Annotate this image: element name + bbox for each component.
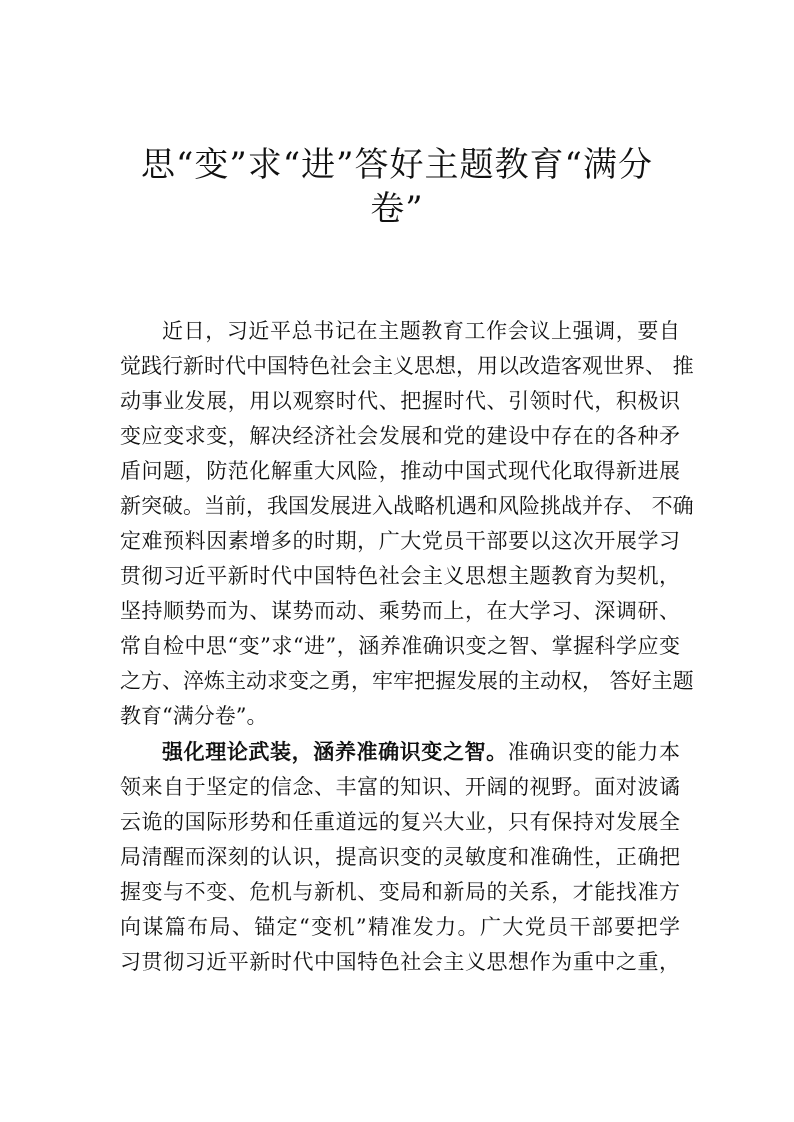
paragraph-1-line-2: 觉践行新时代中国特色社会主义思想，用以改造客观世界、 推: [120, 354, 694, 378]
paragraph-1-line-3: 动事业发展，用以观察时代、把握时代、引领时代，积极识: [120, 389, 680, 413]
paragraph-2-line-2: 领来自于坚定的信念、丰富的知识、开阔的视野。面对波谲: [120, 775, 680, 799]
paragraph-2-line-6: 向谋篇布局、锚定“变机”精准发力。广大党员干部要把学: [120, 915, 680, 939]
paragraph-2-line-5: 握变与不变、危机与新机、变局和新局的关系，才能找准方: [120, 880, 680, 904]
paragraph-1-line-5: 盾问题，防范化解重大风险，推动中国式现代化取得新进展: [120, 459, 680, 483]
paragraph-1-line-7: 定难预料因素增多的时期，广大党员干部要以这次开展学习: [120, 529, 680, 553]
document-title-line-2: 卷”: [370, 189, 424, 229]
paragraph-1-line-10: 常自检中思“变”求“进”，涵养准确识变之智、掌握科学应变: [120, 634, 680, 658]
document-title-line-1: 思“变”求“进”答好主题教育“满分: [141, 145, 653, 185]
paragraph-1-line-9: 坚持顺势而为、谋势而动、乘势而上，在大学习、深调研、: [120, 599, 680, 623]
paragraph-1-line-1: 近日，习近平总书记在主题教育工作会议上强调，要自: [162, 319, 680, 343]
paragraph-2-line-1-text: 准确识变的能力本: [507, 740, 681, 764]
paragraph-1-line-8: 贯彻习近平新时代中国特色社会主义思想主题教育为契机，: [120, 564, 680, 588]
paragraph-1-line-6: 新突破。当前，我国发展进入战略机遇和风险挑战并存、 不确: [120, 494, 694, 518]
paragraph-2-line-4: 局清醒而深刻的认识，提高识变的灵敏度和准确性，正确把: [120, 845, 680, 869]
paragraph-1-line-4: 变应变求变，解决经济社会发展和党的建设中存在的各种矛: [120, 424, 680, 448]
paragraph-2-line-7: 习贯彻习近平新时代中国特色社会主义思想作为重中之重，: [120, 950, 680, 974]
paragraph-2-line-3: 云诡的国际形势和任重道远的复兴大业，只有保持对发展全: [120, 810, 680, 834]
paragraph-1-line-12: 教育“满分卷”。: [120, 704, 268, 728]
paragraph-1-line-11: 之方、淬炼主动求变之勇，牢牢把握发展的主动权， 答好主题: [120, 669, 694, 693]
paragraph-2-line-1: [162, 737, 680, 767]
paragraph-2-heading: 强化理论武装，涵养准确识变之智。: [162, 740, 508, 764]
